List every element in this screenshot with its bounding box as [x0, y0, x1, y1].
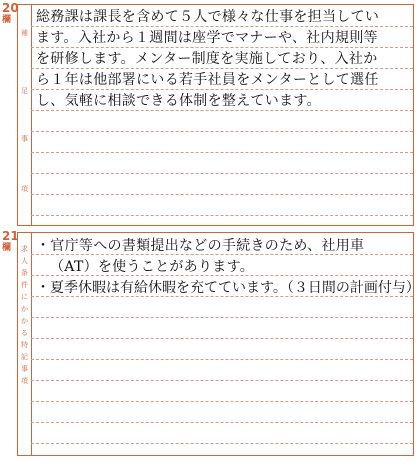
- label-char: 事: [21, 365, 28, 373]
- text-line: 総務課は課長を含めて５人で様々な仕事を担当してい: [36, 9, 380, 25]
- label-char: か: [21, 305, 28, 313]
- section-21-label: [18, 233, 32, 455]
- section-21-box: [17, 232, 420, 456]
- section-21-number: 21 欄: [2, 229, 19, 253]
- section-20-number: 20 欄: [2, 1, 19, 25]
- label-char: 項: [21, 185, 28, 193]
- text-line: ・夏季休暇は有給休暇を充てています。（３日間の計画付与）: [36, 280, 420, 296]
- label-char: 補: [21, 29, 28, 37]
- text-line: （AT）を使うことがあります。: [50, 259, 255, 275]
- label-char: る: [21, 329, 28, 337]
- text-line: ・官庁等への書類提出などの手続きのため、社用車: [36, 238, 365, 254]
- section-20-label: [18, 5, 32, 225]
- text-line: ら１年は他部署にいる若手社員をメンターとして選任: [36, 72, 379, 88]
- section-20-text: [36, 7, 411, 112]
- label-char: に: [21, 293, 28, 301]
- section-20-box: [17, 4, 414, 226]
- label-char: 足: [21, 87, 28, 95]
- label-char: か: [21, 317, 28, 325]
- label-char: 人: [21, 257, 28, 265]
- label-char: 条: [21, 269, 28, 277]
- text-line: ます。入社から１週間は座学でマナーや、社内規則等: [36, 30, 378, 46]
- text-line: を研修します。メンター制度を実施しており、入社か: [36, 51, 378, 67]
- label-char: 記: [21, 353, 28, 361]
- label-char: 求: [21, 245, 28, 253]
- section-21-text: [36, 236, 420, 299]
- label-char: 件: [21, 281, 28, 289]
- label-char: 項: [21, 377, 28, 385]
- label-char: 特: [21, 341, 28, 349]
- text-line: し、気軽に相談できる体制を整えています。: [36, 93, 321, 109]
- label-char: 事: [21, 135, 28, 143]
